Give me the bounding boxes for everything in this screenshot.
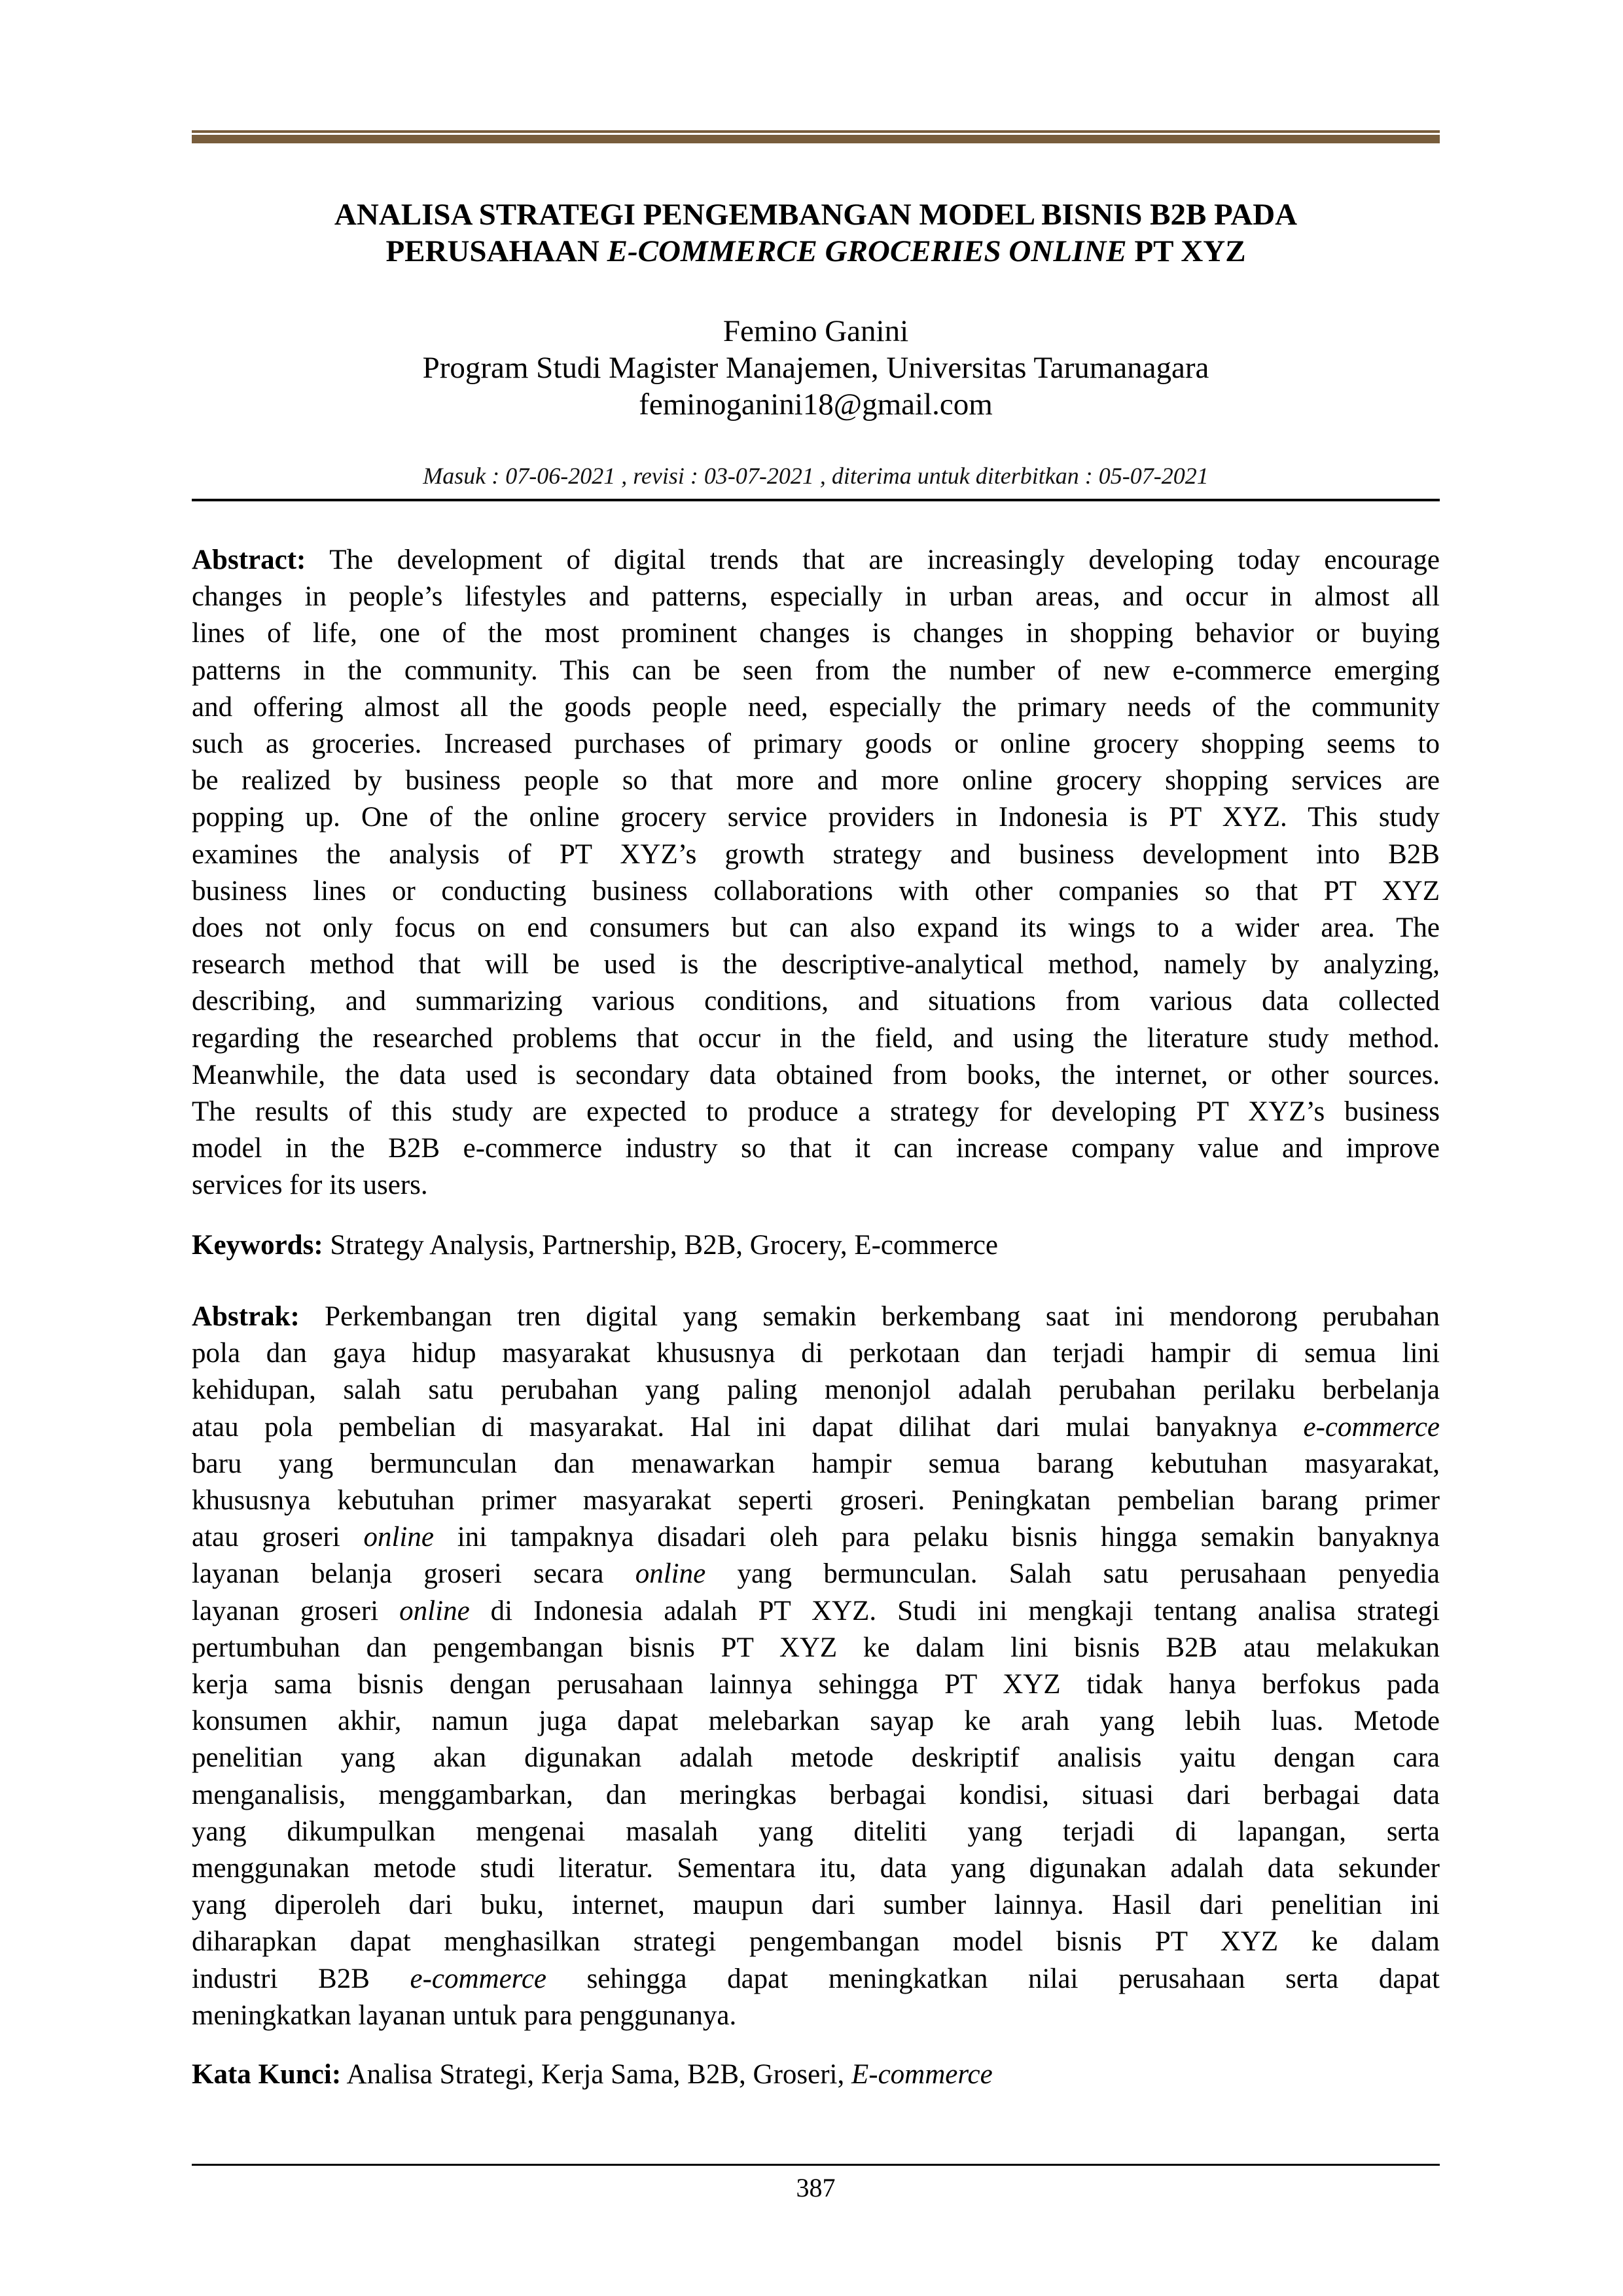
title-line-2-suffix: PT XYZ	[1126, 234, 1246, 268]
abstract-indonesian	[192, 1299, 1440, 2034]
abstrak-line: khususnya kebutuhan primer masyarakat seperti groseri. Peningkatan pembelian barang primer	[192, 1485, 1440, 1516]
abstrak-line: pertumbuhan dan pengembangan bisnis PT XYZ ke dalam lini bisnis B2B atau melakukan	[192, 1632, 1440, 1663]
abstract-line: be realized by business people so that more and more online grocery shopping services are	[192, 765, 1440, 797]
abstrak-line: pola dan gaya hidup masyarakat khususnya di perkotaan dan terjadi hampir di semua lini	[192, 1338, 1440, 1369]
abstrak-line: layanan belanja groseri secara online yang bermunculan. Salah satu perusahaan penyedia	[192, 1558, 1440, 1590]
abstract-english	[192, 542, 1440, 1204]
keywords-text: Strategy Analysis, Partnership, B2B, Grocery, E-commerce	[323, 1230, 998, 1261]
abstrak-line: meningkatkan layanan untuk para penggunanya.	[192, 2000, 737, 2031]
abstract-line: and offering almost all the goods people need, especially the primary needs of the community	[192, 691, 1440, 723]
keywords-english	[192, 1227, 1440, 1264]
abstrak-label: Abstrak:	[192, 1301, 300, 1332]
abstrak-line: atau groseri online ini tampaknya disadari oleh para pelaku bisnis hingga semakin banyaknya	[192, 1522, 1440, 1553]
abstract-line: services for its users.	[192, 1170, 428, 1201]
abstrak-line: yang diperoleh dari buku, internet, maupun dari sumber lainnya. Hasil dari penelitian ini	[192, 1890, 1440, 1921]
abstrak-line: kerja sama bisnis dengan perusahaan lainnya sehingga PT XYZ tidak hanya berfokus pada	[192, 1669, 1440, 1700]
abstrak-line: atau pola pembelian di masyarakat. Hal ini dapat dilihat dari mulai banyaknya e-commerce	[192, 1411, 1440, 1443]
header-rule-thick	[192, 135, 1440, 143]
submission-dates: Masuk : 07-06-2021 , revisi : 03-07-2021 , diterima untuk diterbitkan : 05-07-2021	[423, 463, 1209, 489]
abstrak-line: industri B2B e-commerce sehingga dapat meningkatkan nilai perusahaan serta dapat	[192, 1963, 1440, 1994]
title-line-1: ANALISA STRATEGI PENGEMBANGAN MODEL BISNIS B2B PADA	[334, 198, 1298, 232]
keywords-label: Keywords:	[192, 1230, 323, 1261]
kata-kunci-label: Kata Kunci:	[192, 2059, 342, 2090]
kata-kunci-text: Analisa Strategi, Kerja Sama, B2B, Groseri,	[341, 2059, 851, 2090]
abstract-line: model in the B2B e-commerce industry so that it can increase company value and improve	[192, 1133, 1440, 1164]
header-rule-thin	[192, 130, 1440, 133]
abstrak-line: konsumen akhir, namun juga dapat melebarkan sayap ke arah yang lebih luas. Metode	[192, 1706, 1440, 1737]
author-name: Femino Ganini	[722, 314, 909, 348]
abstrak-line: kehidupan, salah satu perubahan yang paling menonjol adalah perubahan perilaku berbelanja	[192, 1374, 1440, 1406]
abstract-line: Abstract: The development of digital trends that are increasingly developing today encourage	[192, 545, 1440, 575]
page-number: 387	[796, 2173, 836, 2202]
abstract-label: Abstract:	[192, 545, 306, 575]
abstrak-line: menggunakan metode studi literatur. Sementara itu, data yang digunakan adalah data sekunder	[192, 1853, 1440, 1884]
author-email[interactable]: feminoganini18@gmail.com	[639, 387, 993, 422]
title-line-2	[192, 233, 1440, 270]
abstract-line: such as groceries. Increased purchases of primary goods or online grocery shopping seems to	[192, 728, 1440, 760]
abstrak-line: menganalisis, menggambarkan, dan meringkas berbagai kondisi, situasi dari berbagai data	[192, 1779, 1440, 1810]
abstract-line: regarding the researched problems that occur in the field, and using the literature study method.	[192, 1022, 1440, 1054]
abstrak-line: penelitian yang akan digunakan adalah metode deskriptif analisis yaitu dengan cara	[192, 1742, 1440, 1774]
abstract-line: changes in people’s lifestyles and patterns, especially in urban areas, and occur in almost all	[192, 581, 1440, 613]
dates-divider	[192, 499, 1440, 501]
abstract-line: does not only focus on end consumers but can also expand its wings to a wider area. The	[192, 912, 1440, 944]
abstrak-line: Abstrak: Perkembangan tren digital yang semakin berkembang saat ini mendorong perubahan	[192, 1301, 1440, 1332]
keywords-indonesian	[192, 2056, 1440, 2093]
abstract-line: examines the analysis of PT XYZ’s growth strategy and business development into B2B	[192, 838, 1440, 870]
paper-title	[192, 196, 1440, 270]
abstract-line: describing, and summarizing various conditions, and situations from various data collected	[192, 986, 1440, 1017]
author-affiliation: Program Studi Magister Manajemen, Universitas Tarumanagara	[422, 351, 1209, 385]
kata-kunci-italic: E-commerce	[851, 2059, 993, 2090]
abstrak-line: baru yang bermunculan dan menawarkan hampir semua barang kebutuhan masyarakat,	[192, 1448, 1440, 1479]
footer-divider	[192, 2164, 1440, 2166]
abstract-line: Meanwhile, the data used is secondary data obtained from books, the internet, or other sources.	[192, 1059, 1440, 1090]
author-block	[192, 313, 1440, 423]
abstrak-line: yang dikumpulkan mengenai masalah yang diteliti yang terjadi di lapangan, serta	[192, 1816, 1440, 1847]
abstrak-line: layanan groseri online di Indonesia adalah PT XYZ. Studi ini mengkaji tentang analisa strategi	[192, 1595, 1440, 1626]
abstrak-line: diharapkan dapat menghasilkan strategi pengembangan model bisnis PT XYZ ke dalam	[192, 1926, 1440, 1958]
abstract-line: The results of this study are expected to produce a strategy for developing PT XYZ’s business	[192, 1096, 1440, 1128]
abstract-line: research method that will be used is the descriptive-analytical method, namely by analyzing,	[192, 949, 1440, 980]
title-line-2-italic: E-COMMERCE GROCERIES ONLINE	[607, 234, 1127, 268]
abstract-line: popping up. One of the online grocery service providers in Indonesia is PT XYZ. This study	[192, 802, 1440, 833]
abstract-line: business lines or conducting business collaborations with other companies so that PT XYZ	[192, 875, 1440, 906]
abstract-line: lines of life, one of the most prominent changes is changes in shopping behavior or buying	[192, 618, 1440, 649]
abstract-line: patterns in the community. This can be seen from the number of new e-commerce emerging	[192, 655, 1440, 686]
title-line-2-prefix: PERUSAHAAN	[385, 234, 607, 268]
